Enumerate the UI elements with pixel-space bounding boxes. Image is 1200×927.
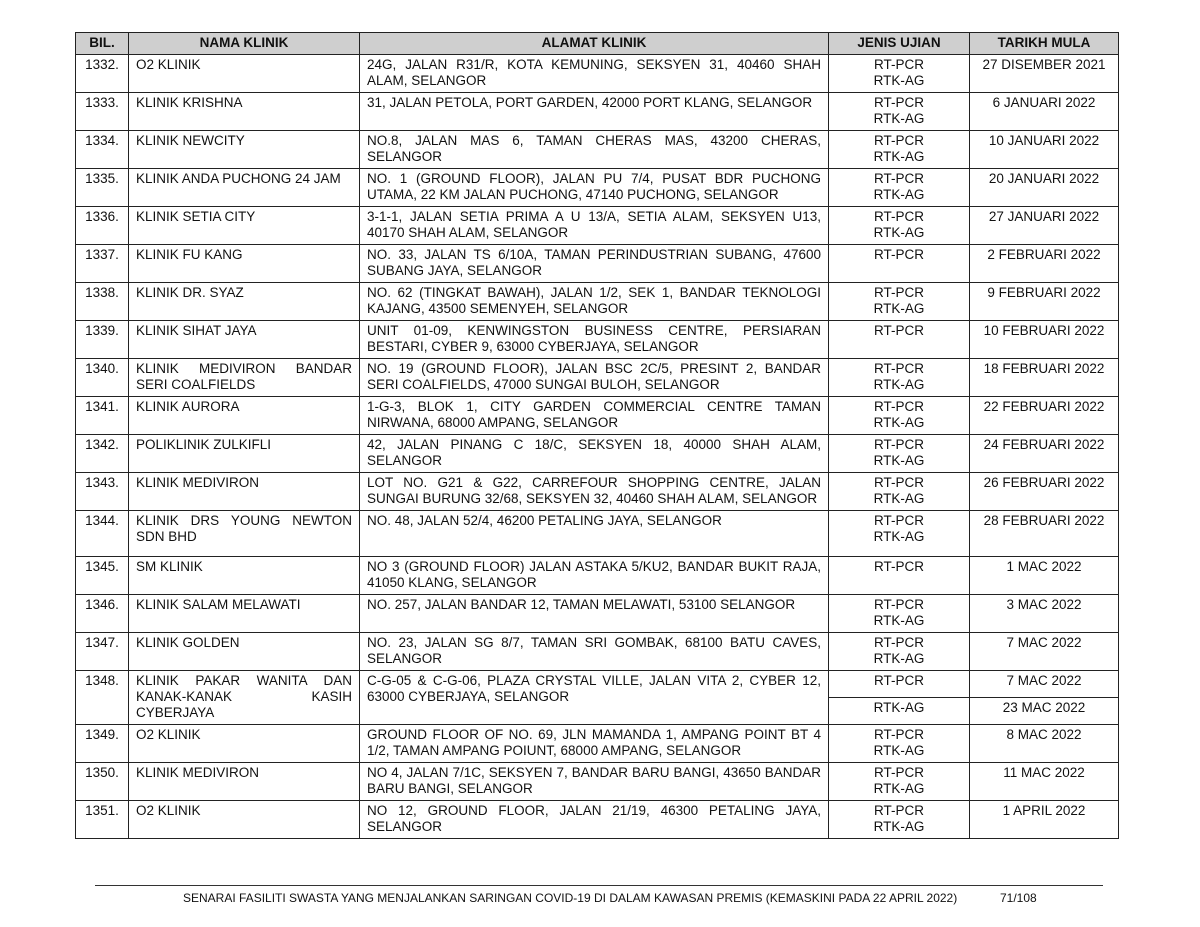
- start-date: 8 MAC 2022: [970, 725, 1119, 763]
- clinic-name: KLINIK ANDA PUCHONG 24 JAM: [129, 169, 360, 207]
- test-types: [829, 131, 970, 169]
- header-bil: BIL.: [76, 33, 129, 55]
- start-date: 3 MAC 2022: [970, 595, 1119, 633]
- table-row: [76, 473, 1119, 511]
- row-number: 1349.: [76, 725, 129, 763]
- table-row: [76, 131, 1119, 169]
- start-date: 27 JANUARI 2022: [970, 207, 1119, 245]
- table-header-row: [76, 33, 1119, 55]
- test-types: [829, 763, 970, 801]
- test-type: RT-PCR: [873, 133, 924, 148]
- clinic-address: NO 12, GROUND FLOOR, JALAN 21/19, 46300 PETALING JAYA, SELANGOR: [360, 801, 829, 839]
- clinic-address: NO. 23, JALAN SG 8/7, TAMAN SRI GOMBAK, 68100 BATU CAVES, SELANGOR: [360, 633, 829, 671]
- row-number: 1336.: [76, 207, 129, 245]
- clinic-name: KLINIK FU KANG: [129, 245, 360, 283]
- footer-text: SENARAI FASILITI SWASTA YANG MENJALANKAN SARINGAN COVID-19 DI DALAM KAWASAN PREMIS (KEMASKINI PADA 22 APRIL 2022): [183, 891, 958, 905]
- clinic-address: NO. 33, JALAN TS 6/10A, TAMAN PERINDUSTRIAN SUBANG, 47600 SUBANG JAYA, SELANGOR: [360, 245, 829, 283]
- test-types: [829, 55, 970, 93]
- test-type: RTK-AG: [873, 225, 925, 240]
- table-row: [76, 511, 1119, 557]
- clinic-address: UNIT 01-09, KENWINGSTON BUSINESS CENTRE, PERSIARAN BESTARI, CYBER 9, 63000 CYBERJAYA, SELANGOR: [360, 321, 829, 359]
- row-number: 1346.: [76, 595, 129, 633]
- test-type: RTK-AG: [829, 698, 970, 725]
- clinic-name: KLINIK MEDIVIRON: [129, 763, 360, 801]
- test-types: [829, 473, 970, 511]
- start-date: 1 MAC 2022: [970, 557, 1119, 595]
- clinic-name: KLINIK SIHAT JAYA: [129, 321, 360, 359]
- row-number: 1345.: [76, 557, 129, 595]
- start-date: 23 MAC 2022: [970, 698, 1119, 725]
- clinic-name: KLINIK GOLDEN: [129, 633, 360, 671]
- row-number: 1350.: [76, 763, 129, 801]
- header-nama-klinik: NAMA KLINIK: [129, 33, 360, 55]
- clinic-address: NO. 48, JALAN 52/4, 46200 PETALING JAYA, SELANGOR: [360, 511, 829, 557]
- test-types: [829, 435, 970, 473]
- start-date: 26 FEBRUARI 2022: [970, 473, 1119, 511]
- table-row: [76, 671, 1119, 698]
- row-number: 1333.: [76, 93, 129, 131]
- row-number: 1334.: [76, 131, 129, 169]
- start-date: 7 MAC 2022: [970, 633, 1119, 671]
- clinic-name: POLIKLINIK ZULKIFLI: [129, 435, 360, 473]
- header-alamat-klinik: ALAMAT KLINIK: [360, 33, 829, 55]
- test-type: RT-PCR: [873, 597, 924, 612]
- clinic-name: KLINIK SETIA CITY: [129, 207, 360, 245]
- test-types: [829, 397, 970, 435]
- start-date: 6 JANUARI 2022: [970, 93, 1119, 131]
- test-type: RT-PCR: [829, 671, 970, 698]
- clinic-address: NO.8, JALAN MAS 6, TAMAN CHERAS MAS, 43200 CHERAS, SELANGOR: [360, 131, 829, 169]
- table-row: [76, 595, 1119, 633]
- clinic-name: O2 KLINIK: [129, 801, 360, 839]
- test-type: RT-PCR: [873, 323, 924, 338]
- clinic-address: NO. 257, JALAN BANDAR 12, TAMAN MELAWATI, 53100 SELANGOR: [360, 595, 829, 633]
- clinic-address: NO 3 (GROUND FLOOR) JALAN ASTAKA 5/KU2, BANDAR BUKIT RAJA, 41050 KLANG, SELANGOR: [360, 557, 829, 595]
- header-jenis-ujian: JENIS UJIAN: [829, 33, 970, 55]
- test-type: RTK-AG: [873, 529, 925, 544]
- row-number: 1347.: [76, 633, 129, 671]
- test-types: [829, 93, 970, 131]
- test-type: RTK-AG: [873, 149, 925, 164]
- row-number: 1342.: [76, 435, 129, 473]
- row-number: 1335.: [76, 169, 129, 207]
- table-row: [76, 93, 1119, 131]
- row-number: 1340.: [76, 359, 129, 397]
- table-row: [76, 283, 1119, 321]
- test-type: RT-PCR: [873, 437, 924, 452]
- start-date: 9 FEBRUARI 2022: [970, 283, 1119, 321]
- test-types: [829, 359, 970, 397]
- clinic-name: KLINIK DR. SYAZ: [129, 283, 360, 321]
- clinic-name: SM KLINIK: [129, 557, 360, 595]
- clinic-address: NO. 19 (GROUND FLOOR), JALAN BSC 2C/5, PRESINT 2, BANDAR SERI COALFIELDS, 47000 SUNGAI BULOH, SELANGOR: [360, 359, 829, 397]
- test-types: [829, 283, 970, 321]
- clinic-address: 1-G-3, BLOK 1, CITY GARDEN COMMERCIAL CENTRE TAMAN NIRWANA, 68000 AMPANG, SELANGOR: [360, 397, 829, 435]
- test-types: [829, 321, 970, 359]
- start-date: 2 FEBRUARI 2022: [970, 245, 1119, 283]
- table-row: [76, 763, 1119, 801]
- table-row: [76, 55, 1119, 93]
- start-date: 22 FEBRUARI 2022: [970, 397, 1119, 435]
- clinic-name: O2 KLINIK: [129, 55, 360, 93]
- test-types: [829, 595, 970, 633]
- test-type: RTK-AG: [873, 377, 925, 392]
- test-type: RT-PCR: [873, 209, 924, 224]
- footer-divider: [95, 885, 1103, 886]
- table-row: [76, 801, 1119, 839]
- table-row: [76, 359, 1119, 397]
- start-date: 24 FEBRUARI 2022: [970, 435, 1119, 473]
- test-type: RT-PCR: [873, 803, 924, 818]
- clinic-address: LOT NO. G21 & G22, CARREFOUR SHOPPING CENTRE, JALAN SUNGAI BURUNG 32/68, SEKSYEN 32, 40460 SHAH ALAM, SELANGOR: [360, 473, 829, 511]
- test-type: RTK-AG: [873, 491, 925, 506]
- test-type: RT-PCR: [873, 513, 924, 528]
- table-row: [76, 321, 1119, 359]
- table-row: [76, 633, 1119, 671]
- test-type: RTK-AG: [873, 73, 925, 88]
- test-type: RTK-AG: [873, 743, 925, 758]
- test-types: [829, 511, 970, 557]
- test-type: RT-PCR: [873, 765, 924, 780]
- clinic-name: KLINIK MEDIVIRON: [129, 473, 360, 511]
- start-date: 11 MAC 2022: [970, 763, 1119, 801]
- clinic-address: NO. 1 (GROUND FLOOR), JALAN PU 7/4, PUSAT BDR PUCHONG UTAMA, 22 KM JALAN PUCHONG, 47140 PUCHONG, SELANGOR: [360, 169, 829, 207]
- start-date: 10 JANUARI 2022: [970, 131, 1119, 169]
- row-number: 1351.: [76, 801, 129, 839]
- test-types: [829, 725, 970, 763]
- clinic-name: O2 KLINIK: [129, 725, 360, 763]
- row-number: 1348.: [76, 671, 129, 725]
- clinic-name: KLINIK DRS YOUNG NEWTON SDN BHD: [129, 511, 360, 557]
- test-type: RT-PCR: [873, 399, 924, 414]
- test-type: RTK-AG: [873, 301, 925, 316]
- test-types: [829, 557, 970, 595]
- row-number: 1337.: [76, 245, 129, 283]
- table-row: [76, 245, 1119, 283]
- clinic-address: 31, JALAN PETOLA, PORT GARDEN, 42000 PORT KLANG, SELANGOR: [360, 93, 829, 131]
- clinic-address: C-G-05 & C-G-06, PLAZA CRYSTAL VILLE, JALAN VITA 2, CYBER 12, 63000 CYBERJAYA, SELANGOR: [360, 671, 829, 725]
- test-type: RTK-AG: [873, 613, 925, 628]
- test-type: RTK-AG: [873, 111, 925, 126]
- test-type: RT-PCR: [873, 171, 924, 186]
- clinic-address: NO 4, JALAN 7/1C, SEKSYEN 7, BANDAR BARU BANGI, 43650 BANDAR BARU BANGI, SELANGOR: [360, 763, 829, 801]
- table-body: [76, 55, 1119, 839]
- table-row: [76, 557, 1119, 595]
- table-row: [76, 207, 1119, 245]
- clinic-name: KLINIK KRISHNA: [129, 93, 360, 131]
- test-types: [829, 207, 970, 245]
- start-date: 28 FEBRUARI 2022: [970, 511, 1119, 557]
- test-type: RT-PCR: [873, 57, 924, 72]
- clinic-name: KLINIK AURORA: [129, 397, 360, 435]
- row-number: 1343.: [76, 473, 129, 511]
- start-date: 27 DISEMBER 2021: [970, 55, 1119, 93]
- test-types: [829, 633, 970, 671]
- test-type: RT-PCR: [873, 559, 924, 574]
- start-date: 18 FEBRUARI 2022: [970, 359, 1119, 397]
- clinic-name: KLINIK SALAM MELAWATI: [129, 595, 360, 633]
- test-type: RT-PCR: [873, 247, 924, 262]
- page-number: 71/108: [1000, 891, 1037, 905]
- test-types: [829, 169, 970, 207]
- clinic-address: 24G, JALAN R31/R, KOTA KEMUNING, SEKSYEN 31, 40460 SHAH ALAM, SELANGOR: [360, 55, 829, 93]
- test-types: [829, 245, 970, 283]
- table-row: [76, 435, 1119, 473]
- test-type: RT-PCR: [873, 635, 924, 650]
- table-row: [76, 169, 1119, 207]
- header-tarikh-mula: TARIKH MULA: [970, 33, 1119, 55]
- row-number: 1339.: [76, 321, 129, 359]
- test-type: RTK-AG: [873, 651, 925, 666]
- clinic-name: KLINIK PAKAR WANITA DAN KANAK-KANAK KASIH CYBERJAYA: [129, 671, 360, 725]
- test-type: RT-PCR: [873, 285, 924, 300]
- test-type: RT-PCR: [873, 475, 924, 490]
- test-type: RTK-AG: [873, 453, 925, 468]
- row-number: 1332.: [76, 55, 129, 93]
- clinic-address: 42, JALAN PINANG C 18/C, SEKSYEN 18, 40000 SHAH ALAM, SELANGOR: [360, 435, 829, 473]
- clinic-address: 3-1-1, JALAN SETIA PRIMA A U 13/A, SETIA ALAM, SEKSYEN U13, 40170 SHAH ALAM, SELANGOR: [360, 207, 829, 245]
- test-type: RT-PCR: [873, 361, 924, 376]
- clinic-address: NO. 62 (TINGKAT BAWAH), JALAN 1/2, SEK 1, BANDAR TEKNOLOGI KAJANG, 43500 SEMENYEH, SELANGOR: [360, 283, 829, 321]
- clinic-table: [75, 32, 1119, 839]
- start-date: 7 MAC 2022: [970, 671, 1119, 698]
- test-type: RTK-AG: [873, 415, 925, 430]
- start-date: 10 FEBRUARI 2022: [970, 321, 1119, 359]
- table-row: [76, 725, 1119, 763]
- clinic-address: GROUND FLOOR OF NO. 69, JLN MAMANDA 1, AMPANG POINT BT 4 1/2, TAMAN AMPANG POIUNT, 68000 AMPANG, SELANGOR: [360, 725, 829, 763]
- start-date: 20 JANUARI 2022: [970, 169, 1119, 207]
- table-row: [76, 397, 1119, 435]
- clinic-name: KLINIK MEDIVIRON BANDAR SERI COALFIELDS: [129, 359, 360, 397]
- test-type: RTK-AG: [873, 819, 925, 834]
- row-number: 1338.: [76, 283, 129, 321]
- row-number: 1341.: [76, 397, 129, 435]
- test-type: RT-PCR: [873, 95, 924, 110]
- test-type: RTK-AG: [873, 187, 925, 202]
- test-type: RTK-AG: [873, 781, 925, 796]
- test-types: [829, 801, 970, 839]
- clinic-name: KLINIK NEWCITY: [129, 131, 360, 169]
- test-type: RT-PCR: [873, 727, 924, 742]
- start-date: 1 APRIL 2022: [970, 801, 1119, 839]
- row-number: 1344.: [76, 511, 129, 557]
